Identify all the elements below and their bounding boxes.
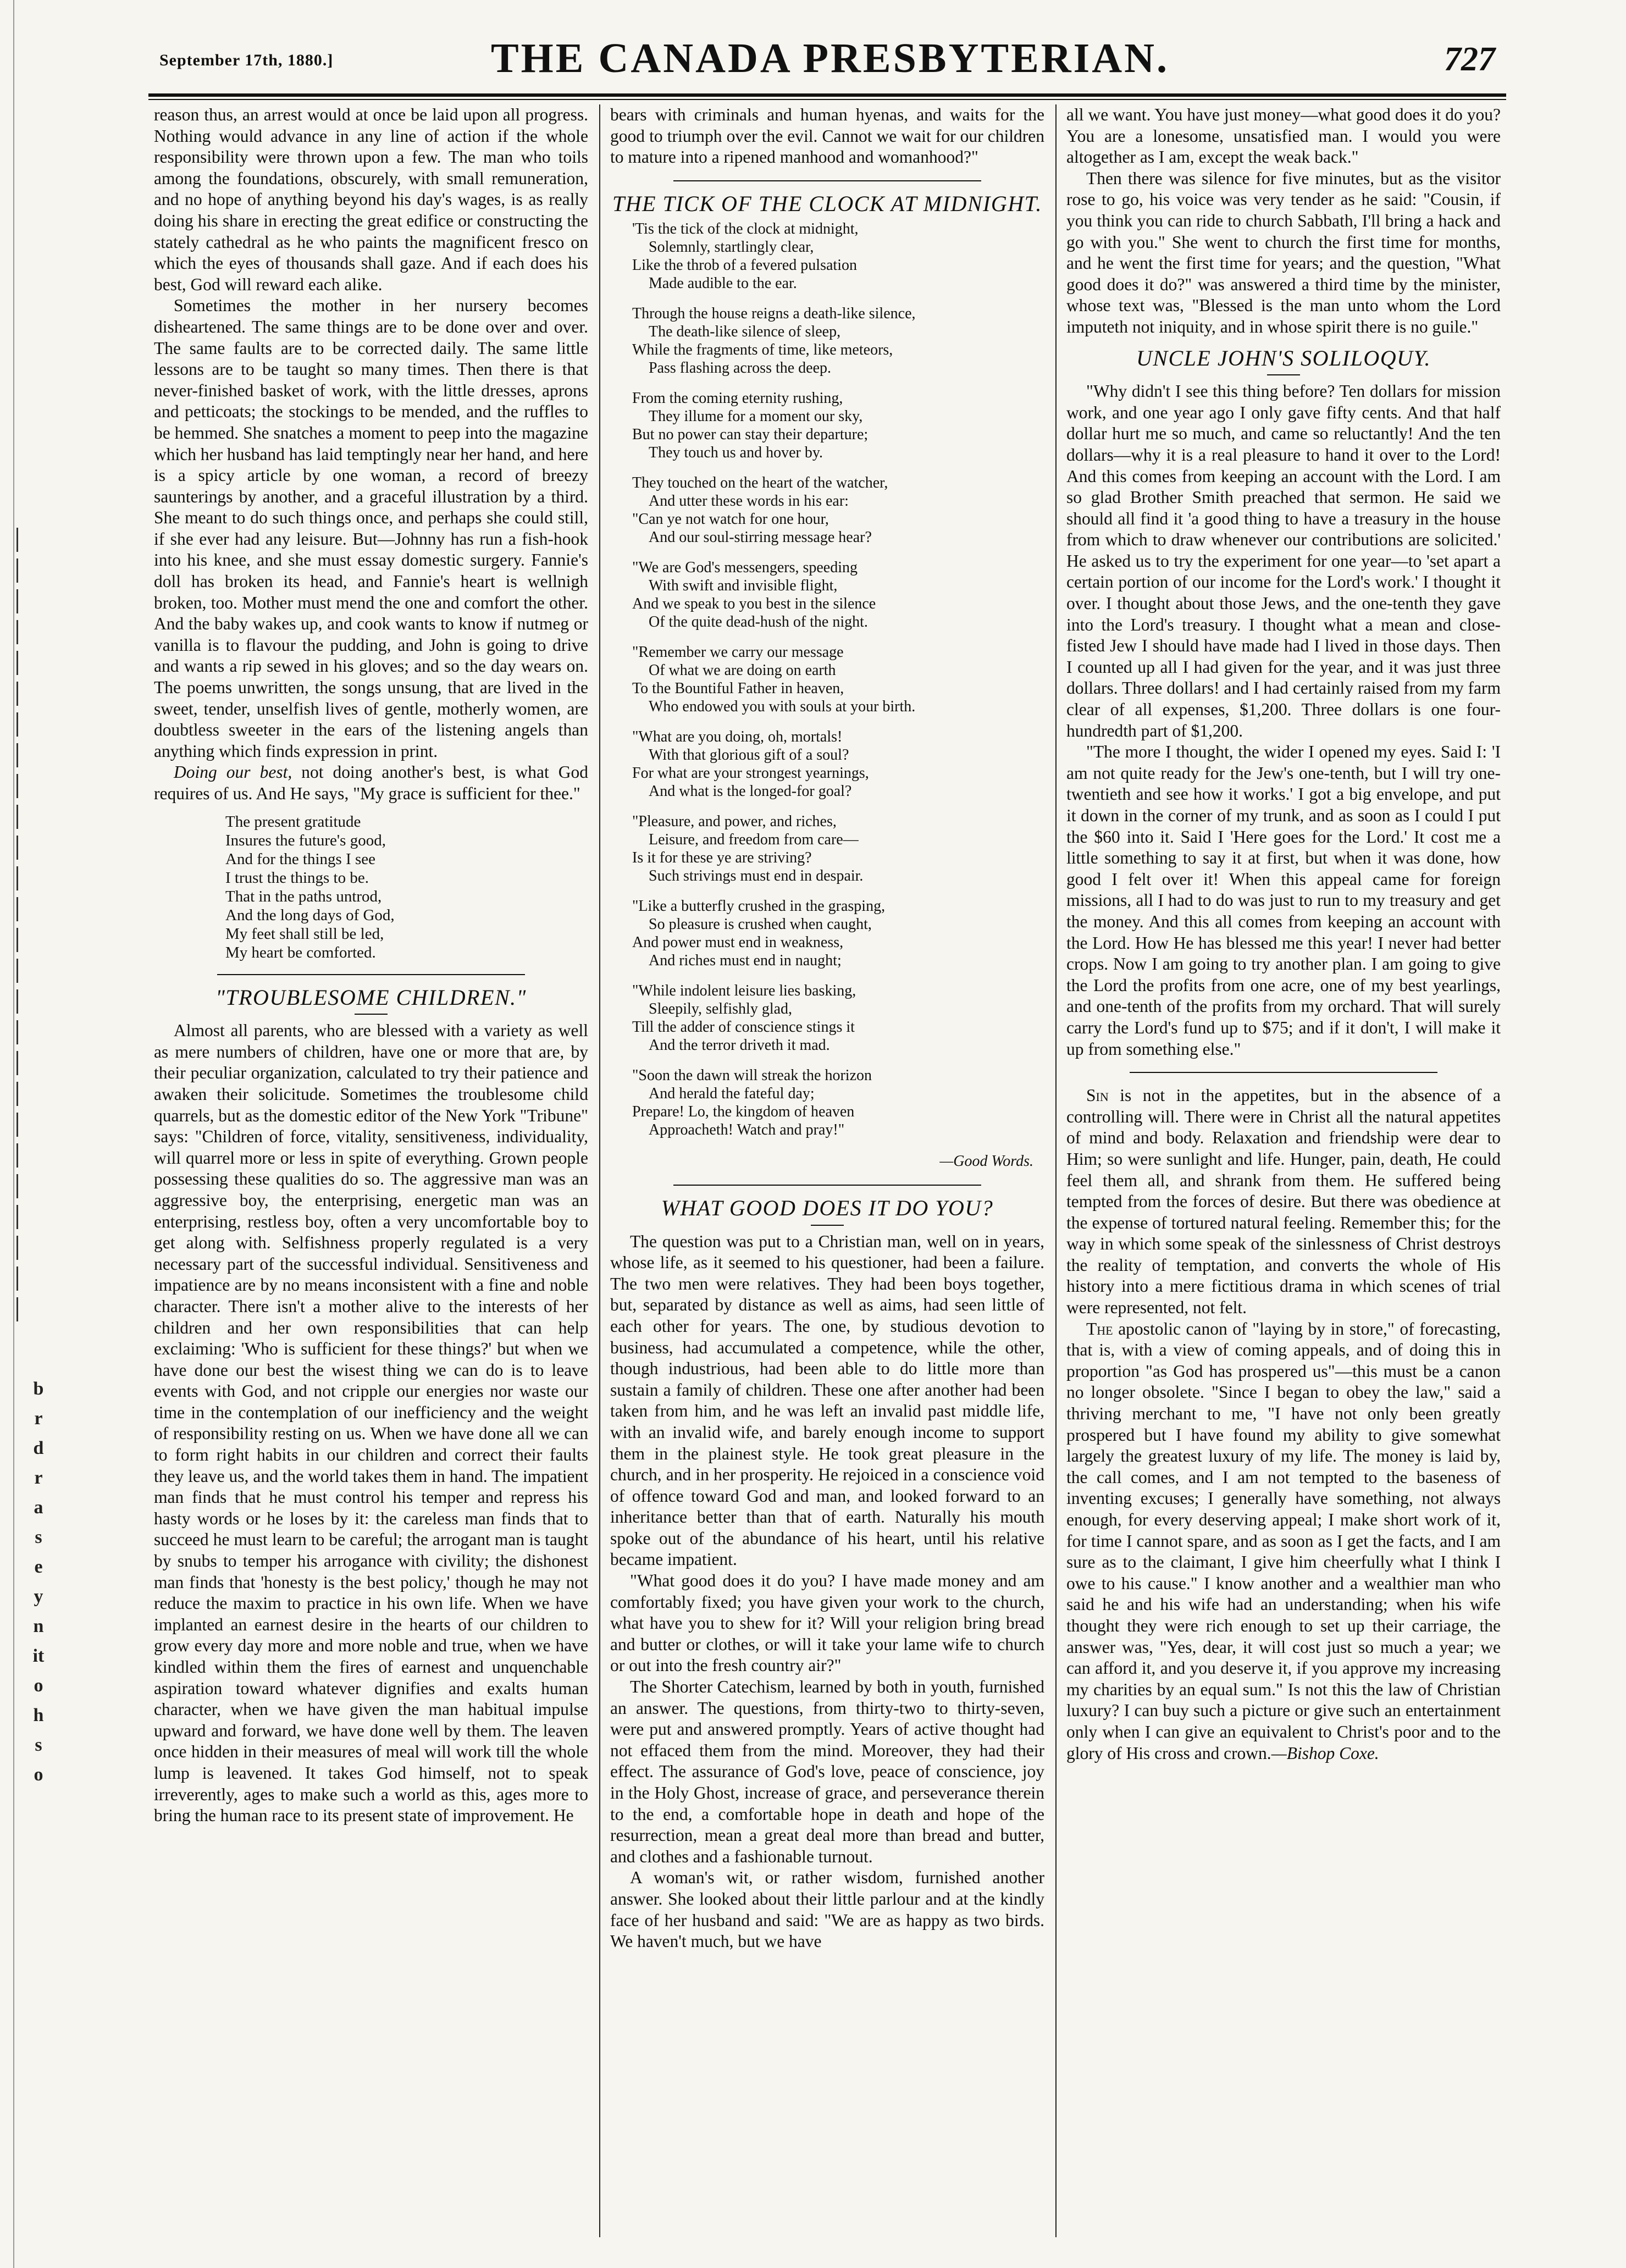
section-rule [1130, 1072, 1437, 1073]
poem-stanza [632, 982, 1044, 1054]
poem-line: Pass flashing across the deep. [649, 359, 832, 377]
paragraph: Almost all parents, who are blessed with a variety as well as mere numbers of children, have one or more that are, by their peculiar organization, calculated to try their patience and awaken their solicitude. Sometimes the troublesome child quarrels, but as the domestic editor of the New York "Tribune" says: "Children of force, vitality, sensitiveness, individuality, will quarrel more or less in spite of everything. Grown people possessing these qualities do so. The aggressive man was an aggressive boy, the enterprising, energetic man was an enterprising, restless boy, often a very uncomfortable boy to get along with. Selfishness properly regulated is a very necessary part of the successful individual. Sensitiveness and impatience are by no means inconsistent with a fine and noble character. There isn't a mother alive to the interests of her children and her own responsibilities that can help exclaiming: 'Who is sufficient for these things?' but when we have done our best the wisest thing we can do is to leave events with God, and not cripple our energies nor waste our time in the contemplation of our inefficiency and the weight of responsibility resting on us. When we have done all we can to form right habits in our children and correct their faults they leave us, and the world takes them in hand. The impatient man finds that he must control his temper and repress his hasty words or he loses by it: the careless man finds that to succeed he must learn to be careful; the arrogant man is taught by snubs to temper his arrogance with civility; the dishonest man finds that 'honesty is the best policy,' though he may not reduce the maxim to practice in his own life. When we have implanted an earnest desire in the hearts of our children to grow every day more and more noble and true, when we have kindled within them the fires of earnest and unquenchable aspiration toward whatever dignifies and exalts human character, when we have given the man habitual impulse upward and forward, we have done well by them. The leaven once hidden in their measures of meal will work till the whole lump is leavened. It takes God himself, not to speak irreverently, ages to make such a world as this, ages more to bring the human race to its present state of improvement. He [154, 1021, 588, 1826]
paragraph: reason thus, an arrest would at once be laid upon all progress. Nothing would advance in any line of action if the whole responsibility were thrown upon a few. The man who toils among the foundations, obscurely, with small remuneration, and no hope of anything beyond his day's wages, is as really doing his share in erecting the great edifice or constructing the stately cathedral as he who paints the magnificent fresco on which the eyes of thousands shall gaze. And if each does his best, God will reward each alike. [154, 105, 588, 294]
margin-letter: r [34, 1468, 43, 1488]
poem-line: "What are you doing, oh, mortals! [632, 728, 843, 746]
margin-letter: s [35, 1735, 42, 1755]
poem-line: And what is the longed-for goal? [649, 783, 852, 800]
lead-word: Sin [1086, 1086, 1109, 1105]
poem-stanza [632, 1066, 1044, 1139]
poem-line: That in the paths untrod, [225, 887, 382, 905]
poem-line: "Remember we carry our message [632, 644, 844, 661]
paragraph [1066, 1319, 1501, 1764]
margin-letter: d [33, 1438, 44, 1458]
poem-line: And the terror driveth it mad. [649, 1037, 830, 1054]
poem-line: "Pleasure, and power, and riches, [632, 813, 837, 831]
poem-line: I trust the things to be. [225, 869, 369, 887]
heading-rule [355, 1014, 388, 1015]
poem-line: "We are God's messengers, speeding [632, 559, 858, 577]
poem-line: Sleepily, selfishly glad, [649, 1000, 793, 1018]
paragraph-text: apostolic canon of "laying by in store," of forecasting, that is, with a view of coming appeals, and of doing this in proportion "as God has prospered us"—this must be a canon no longer obsolete. "Since I began to obey the law," said a thriving merchant to me, "I have not only been greatly prospered but I have found my ability to give somewhat largely the greatest luxury of my life. The money is laid by, the call comes, and I am not tempted to the baseness of inventing excuses; I generally have something, not always enough, for every deserving appeal; I make short work of it, for time I cannot spare, and as soon as I get the facts, and I am sure as to the claimant, I give him cheerfully what I think I owe to his cause." I know another and a wealthier man who said he and his wife had an understanding; when his wife thought they were rich enough to set up their carriage, the answer was, "Yes, dear, it will cost just so much a year; we can afford it, and you deserve it, if you approve my increasing my charities by an equal sum." Is not this the law of Christian luxury? I can buy such a picture or give such an entertainment only when I can give an equivalent to Christ's poor and to the glory of His cross and crown. [1066, 1319, 1501, 1763]
poem-line: Till the adder of conscience stings it [632, 1019, 855, 1036]
heading-rule [811, 1225, 844, 1226]
poem-line: And utter these words in his ear: [649, 493, 849, 510]
paragraph: "What good does it do you? I have made money and am comfortably fixed; you have given your work to the church, what have you to shew for it? Will your religion bring bread and butter or clothes, or will it take your lame wife to church or out into the fresh country air?" [610, 1571, 1044, 1675]
section-rule [217, 974, 525, 975]
issue-date: September 17th, 1880.] [159, 51, 334, 69]
column-3 [1066, 104, 1501, 2248]
paragraph: "Why didn't I see this thing before? Ten dollars for mission work, and one year ago I only gave fifty cents. And that half dollar hurt me so much, and came so reluctantly! And the ten dollars—why it is a real pleasure to hand it over to the Lord! And this comes from keeping an account with the Lord. I am so glad Brother Smith preached that sermon. He said we should all find it 'a good thing to have a treasury in the house from which to draw whenever our contributions are solicited.' He asked us to try the experiment for one year—to 'set apart a certain portion of our income for the Lord's work.' I thought it over. I thought about those Jews, and the one-tenth they gave into the Lord's treasury. I thought what a mean and close-fisted Jew I should have made had I lived in those days. Then I counted up all I had given for the year, and it was just three dollars. Three dollars! and I had certainly raised from my farm clear of all expenses, $1,200. Three dollars is one four-hundredth part of $1,200. [1066, 381, 1501, 740]
poem-line: Leisure, and freedom from care— [649, 831, 859, 849]
paragraph: Sometimes the mother in her nursery becomes disheartened. The same things are to be done over and over. The same faults are to be corrected daily. The same little lessons are to be taught so many times. Then there is that never-finished basket of work, with the little dresses, aprons and petticoats; the stockings to be mended, and the ruffles to be hemmed. She snatches a moment to peep into the magazine which her husband has laid temptingly near her hand, and here is a spicy article by one woman, a record of breezy saunterings by another, and a graceful illustration by a third. She meant to do such things once, and perhaps she could still, if she ever had any leisure. But—Johnny has run a fish-hook into his knee, and she must essay domestic surgery. Fannie's doll has broken its head, and Fannie's heart is wellnigh broken, too. Mother must mend the one and comfort the other. And the baby wakes up, and cook wants to know if nutmeg or vanilla is to flavour the pudding, and John is going to drive and wants a rip sewed in his gloves; and so the day wears on. The poems unwritten, the songs unsung, that are lived in the sweet, tender, unselfish lives of gentle, motherly women, are doubtless sweeter in the ears of the listening angels than anything which finds expression in print. [154, 296, 588, 761]
poem-line: And riches must end in naught; [649, 952, 842, 970]
paragraph: "The more I thought, the wider I opened my eyes. Said I: 'I am not quite ready for the Jew's one-tenth, but I will try one-twentieth and see how it works.' I got a big envelope, and put it down in the corner of my trunk, and as soon as I could I put the $60 into it. Said I 'Here goes for the Lord.' It cost me a little something to say it at first, but when it was done, how good I felt over it! When this appeal came for foreign missions, all I had to do was just to run to my treasury and get the money. And this all comes from keeping an account with the Lord. How He has blessed me this year! I never had better crops. Now I am going to try another plan. I am going to give the Lord the profits from one acre, one of my best yearlings, and one-tenth of the profits from my orchard. That will surely carry the Lord's fund up to $75; and if it don't, I will make it up from something else." [1066, 742, 1501, 1059]
masthead-rule-thin [148, 99, 1506, 100]
poem-stanza [632, 812, 1044, 885]
margin-letter: o [34, 1675, 43, 1696]
margin-letter: h [33, 1705, 44, 1725]
poem-line: For what are your strongest yearnings, [632, 765, 869, 782]
poem-line: Of the quite dead-hush of the night. [649, 613, 868, 631]
masthead [143, 30, 1517, 85]
poem-line: "Can ye not watch for one hour, [632, 511, 829, 528]
poem-stanza [632, 643, 1044, 716]
margin-letter: a [34, 1497, 43, 1518]
poem-line: Through the house reigns a death-like silence, [632, 305, 916, 323]
poem-credit: —Good Words. [939, 1153, 1033, 1170]
section-rule [673, 1185, 981, 1186]
poem-line: And herald the fateful day; [649, 1085, 815, 1103]
poem-line: Is it for these ye are striving? [632, 849, 812, 867]
poem-line: Such strivings must end in despair. [649, 867, 864, 885]
poem-stanza [632, 897, 1044, 970]
poem-stanza [632, 305, 1044, 377]
page-number: 727 [1444, 41, 1495, 78]
poem-line: "Soon the dawn will streak the horizon [632, 1067, 872, 1085]
heading-rule [1267, 374, 1300, 375]
paragraph [154, 762, 588, 804]
poem-line: But no power can stay their departure; [632, 426, 869, 444]
poem-line: With swift and invisible flight, [649, 577, 838, 595]
poem-line: Of what we are doing on earth [649, 662, 836, 679]
poem-line: Solemnly, startlingly clear, [649, 239, 814, 256]
paragraph: A woman's wit, or rather wisdom, furnished another answer. She looked about their little parlour and at the kindly face of her husband and said: "We are as happy as two birds. We haven't much, but we have [610, 1868, 1044, 1951]
poem-stanza [632, 728, 1044, 800]
paragraph: Then there was silence for five minutes, but as the visitor rose to go, his voice was very tender as he said: "Cousin, if you think you can ride to church Sabbath, I'll bring a hack and go with you." She went to church the first time for months, and he went the first time for years; and the question, "What good does it do?" was answered a third time by the minister, whose text was, "Blessed is the man unto whom the Lord imputeth not iniquity, and in whose spirit there is no guile." [1066, 168, 1501, 336]
column-2 [610, 104, 1044, 2248]
poem-line: Who endowed you with souls at your birth. [649, 698, 916, 716]
newspaper-title: THE CANADA PRESBYTERIAN. [490, 35, 1170, 81]
margin-ticks [16, 528, 27, 1328]
margin-letter: b [33, 1379, 44, 1399]
margin-letter: it [32, 1646, 45, 1666]
poem [632, 220, 1044, 1139]
poem-line: They touched on the heart of the watcher, [632, 474, 888, 492]
lead-word: The [1086, 1319, 1113, 1338]
paragraph-text: not doing another's best, is what God requires of us. And He says, "My grace is sufficient for thee." [154, 762, 588, 803]
poem-stanza [632, 220, 1044, 292]
paragraph: The Shorter Catechism, learned by both in youth, furnished an answer. The questions, from thirty-two to thirty-seven, were put and answered promptly. Years of active thought had not effaced them from the mind. Moreover, they had their effect. The assurance of God's love, peace of conscience, joy in the Holy Ghost, increase of grace, and perseverance therein to the end, a comfortable hope in death and hope of the resurrection, mean a great deal more than bread and butter, and clothes and a fashionable turnout. [610, 1677, 1044, 1866]
poem-line: From the coming eternity rushing, [632, 390, 843, 407]
paragraph: The question was put to a Christian man, well on in years, whose life, as it seemed to his questioner, had been a failure. The two men were relatives. They had been boys together, but, separated by distance as well as aims, had seen little of each other for years. The one, by studious devotion to business, had accumulated a competence, while the other, though industrious, had been able to do little more than sustain a family of children. These one after another had been taken from him, and he was left an invalid past middle life, with an invalid wife, and barely enough income to support them in the plainest style. He took great pleasure in the church, and in her prosperity. He rejoiced in a conscience void of offence toward God and man, and looked forward to an inheritance better than that of earth. Naturally his mouth spoke out of the abundance of his heart, until his relative became impatient. [610, 1231, 1044, 1569]
poem-stanza [632, 474, 1044, 546]
poem-stanza [632, 558, 1044, 631]
poem-line: The present gratitude [225, 812, 361, 831]
section-rule [673, 180, 981, 181]
poem [225, 812, 588, 962]
paragraph: all we want. You have just money—what good does it do you? You are a lonesome, unsatisfied man. I would you were altogether as I am, except the weak back." [1066, 105, 1501, 167]
emphasis: Doing our best, [174, 762, 292, 782]
paragraph-text: is not in the appetites, but in the absence of a controlling will. There were in Christ all the natural appetites of mind and body. Relaxation and friendship were dear to Him; so were sunlight and life. Hunger, pain, death, He could feel them all, and shrank from them. He suffered being tempted from the forces of desire. But there was obedience at the expense of tortured natural feeling. Remember this; for the way in which some speak of the sinlessness of Christ destroys the reality of temptation, and converts the whole of His history into a mere fictitious drama in which scenes of trial were represented, not felt. [1066, 1086, 1501, 1318]
poem-line: Approacheth! Watch and pray!" [649, 1121, 845, 1139]
article-heading: "TROUBLESOME CHILDREN." [215, 984, 527, 1010]
column-separator [599, 104, 600, 2237]
margin-letters [27, 1374, 49, 1790]
poem-line: And for the things I see [225, 850, 376, 868]
poem-line: "Like a butterfly crushed in the grasping, [632, 898, 886, 915]
margin-letter: e [34, 1557, 43, 1577]
author-credit: —Bishop Coxe. [1271, 1743, 1379, 1763]
article-heading: WHAT GOOD DOES IT DO YOU? [661, 1195, 994, 1220]
poem-line: And we speak to you best in the silence [632, 595, 876, 613]
column-1 [154, 104, 588, 2248]
poem-line: So pleasure is crushed when caught, [649, 916, 872, 933]
article-heading: UNCLE JOHN'S SOLILOQUY. [1136, 345, 1431, 370]
poem-line: The death-like silence of sleep, [649, 323, 841, 341]
poem-line: With that glorious gift of a soul? [649, 746, 849, 764]
poem-line: They illume for a moment our sky, [649, 408, 863, 425]
poem-line: 'Tis the tick of the clock at midnight, [632, 220, 859, 238]
poem-line: To the Bountiful Father in heaven, [632, 680, 844, 698]
margin-letter: y [34, 1586, 43, 1607]
paragraph: bears with criminals and human hyenas, and waits for the good to triumph over the evil. Cannot we wait for our children to mature into a ripened manhood and womanhood?" [610, 105, 1044, 167]
paragraph [1066, 1085, 1501, 1319]
poem-line: While the fragments of time, like meteors, [632, 341, 893, 359]
poem-line: Like the throb of a fevered pulsation [632, 257, 857, 274]
poem-line: And our soul-stirring message hear? [649, 529, 872, 546]
masthead-rule [148, 93, 1506, 97]
poem-stanza [632, 389, 1044, 462]
poem-line: "While indolent leisure lies basking, [632, 982, 856, 1000]
margin-letter: n [33, 1616, 44, 1636]
poem-line: And power must end in weakness, [632, 934, 844, 952]
margin-letter: o [34, 1764, 43, 1785]
poem-line: Insures the future's good, [225, 831, 386, 849]
poem-line: They touch us and hover by. [649, 444, 823, 462]
poem-line: Made audible to the ear. [649, 275, 797, 292]
poem-line: My feet shall still be led, [225, 925, 384, 943]
poem-line: My heart be comforted. [225, 943, 376, 961]
margin-letter: s [35, 1527, 42, 1547]
scan-edge-line [13, 0, 14, 2268]
poem-line: And the long days of God, [225, 906, 395, 924]
poem-line: Prepare! Lo, the kingdom of heaven [632, 1103, 855, 1121]
margin-letter: r [34, 1408, 43, 1429]
column-separator [1055, 104, 1057, 2237]
article-heading: THE TICK OF THE CLOCK AT MIDNIGHT. [612, 191, 1042, 216]
